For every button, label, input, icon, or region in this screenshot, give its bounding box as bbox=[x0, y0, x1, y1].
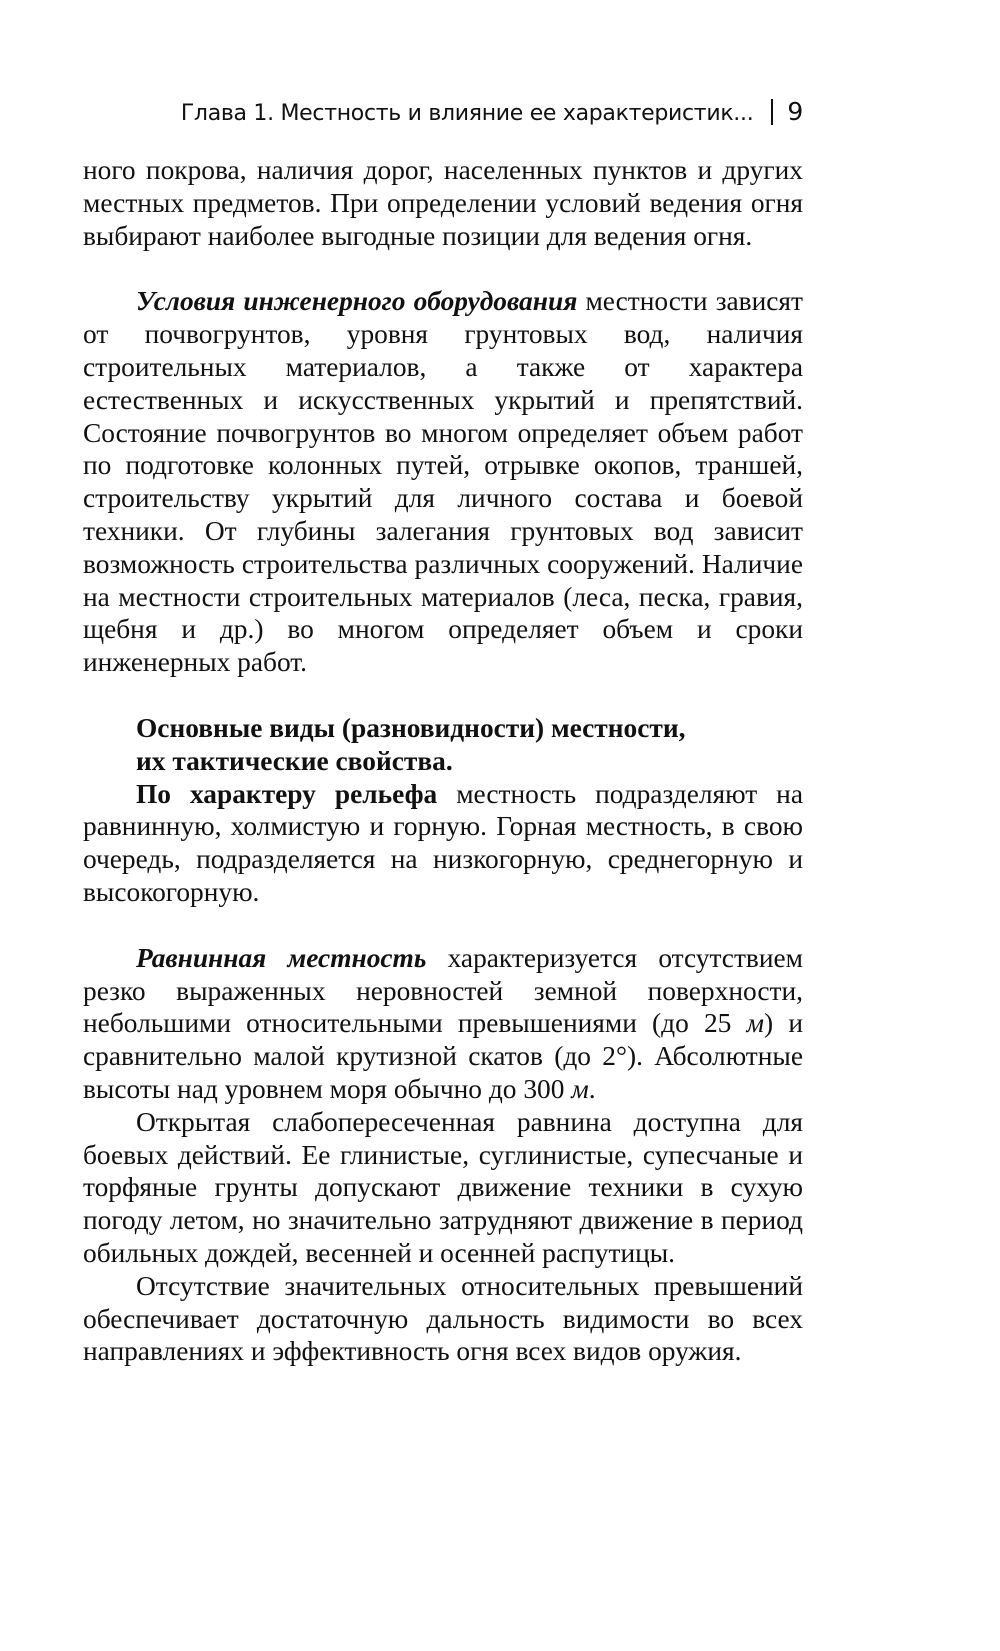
unit-meter: м bbox=[571, 1073, 589, 1104]
unit-meter: м bbox=[746, 1008, 765, 1039]
paragraph-text: ) и сравнительно малой крутизной скатов (до 2°). Абсолютные высоты над уровнем моря обычно до 300 bbox=[83, 1008, 803, 1104]
paragraph-text: характеризуется отсутствием резко выраженных неровностей земной поверхности, небольшими относительными превышениями (до 25 bbox=[83, 942, 803, 1039]
paragraph-text: Отсутствие значительных относительных превышений обеспечивает достаточную дальность видимости во всех направлениях и эффективность огня всех видов оружия. bbox=[83, 1270, 803, 1367]
section-heading-line-2: их тактические свойства. bbox=[136, 745, 453, 776]
paragraph-continuation bbox=[83, 154, 803, 252]
paragraph-visibility bbox=[83, 1270, 803, 1368]
term-engineering: Условия инженерного оборудования bbox=[136, 286, 578, 317]
paragraph-text: местности зависят от почвогрунтов, уровня грунтовых вод, наличия строительных материалов, а также от характера естественных и искусственных укрытий и препятствий. Состояние почвогрунтов во многом определяет объем работ по подготовке колонных путей, отрывке окопов, траншей, строительству укрытий для личного состава и боевой техники. От глубины залегания грунтовых вод зависит возможность строительства различных сооружений. Наличие на местности строительных материалов (леса, песка, гравия, щебня и др.) во многом определяет объем и сроки инженерных работ. bbox=[83, 286, 803, 678]
book-page bbox=[83, 92, 803, 1368]
paragraph-relief bbox=[83, 778, 803, 909]
paragraph-text: Открытая слабопересеченная равнина доступна для боевых действий. Ее глинистые, суглинистые, супесчаные и торфяные грунты допускают движение техники в сухую погоду летом, но значительно затрудняют движение в период обильных дождей, весенней и осенней распутицы. bbox=[83, 1106, 803, 1268]
term-plain: Равнинная местность bbox=[136, 942, 427, 973]
page-number: 9 bbox=[787, 97, 803, 126]
term-relief: По характеру рельефа bbox=[136, 778, 438, 809]
paragraph-engineering bbox=[83, 285, 803, 679]
chapter-title: Глава 1. Местность и влияние ее характеристик... bbox=[180, 101, 754, 126]
header-divider bbox=[771, 99, 773, 125]
paragraph-text: ного покрова, наличия дорог, населенных пунктов и других местных предметов. При определении условий ведения огня выбирают наиболее выгодные позиции для ведения огня. bbox=[83, 155, 803, 251]
paragraph-text: местность подразделяют на равнинную, холмистую и горную. Горная местность, в свою очередь, подразделяется на низкогорную, среднегорную и высокогорную. bbox=[83, 778, 803, 907]
running-header bbox=[83, 92, 803, 132]
page-body bbox=[83, 154, 803, 1368]
paragraph-text: . bbox=[588, 1073, 596, 1104]
section-heading-line-1: Основные виды (разновидности) местности, bbox=[136, 712, 686, 743]
section-heading bbox=[83, 712, 803, 778]
paragraph-open-plain bbox=[83, 1106, 803, 1270]
paragraph-plain bbox=[83, 942, 803, 1106]
